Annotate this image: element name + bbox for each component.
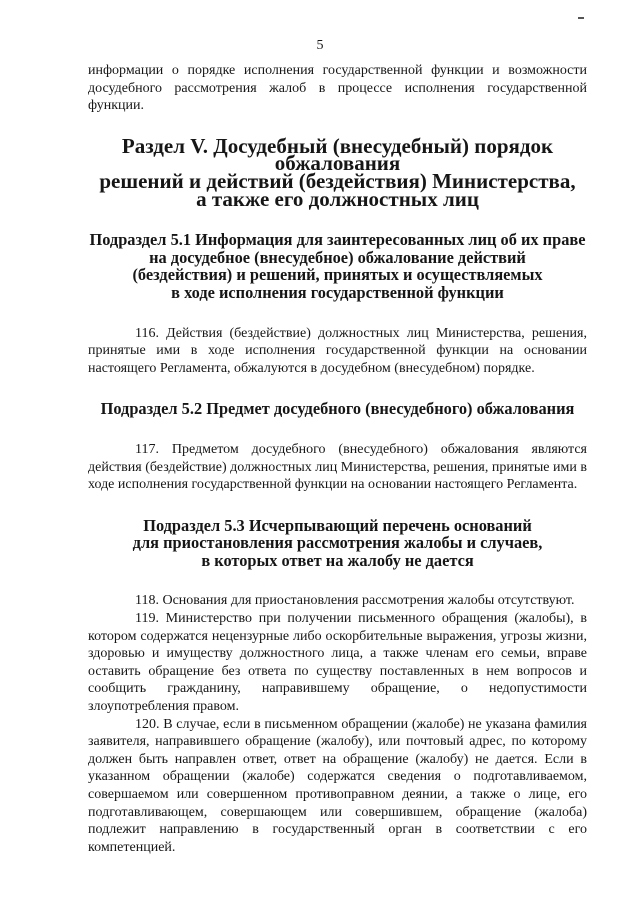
heading-line: в ходе исполнения государственной функции — [171, 282, 504, 302]
paragraph-119: 119. Министерство при получении письменного обращения (жалобы), в котором содержатся нецензурные либо оскорбительные выражения, угрозы жизни, здоровью и имуществу должностного лица, а также членам его семьи, вправе оставить обращение без ответа по существу поставленных в нем вопросов и сообщить гражданину, направившему обращение, о недопустимости злоупотребления правом. — [88, 611, 587, 715]
heading-line: а также его должностных лиц — [196, 186, 479, 211]
heading-line: Раздел V. Досудебный (внесудебный) порядок обжалования — [121, 133, 554, 176]
paragraph-118: 118. Основания для приостановления рассмотрения жалобы отсутствуют. — [135, 593, 575, 609]
paragraph-120: 120. В случае, если в письменном обращении (жалобе) не указана фамилия заявителя, направившего обращение (жалобу), или почтовый адрес, по которому должен быть направлен ответ, ответ на обращение (жалобу) не дается. Если в указанном обращении (жалобе) содержатся сведения о подготавливаемом, совершаемом или совершенном противоправном деянии, а также о лице, его подготавливающем, совершающем или совершившем, обращение (жалоба) подлежит направлению в государственный орган в соответствии с его компетенцией. — [88, 716, 587, 855]
paragraph-intro-continuation: информации о порядке исполнения государственной функции и возможности досудебного рассмотрения жалоб в процессе исполнения государственной функции. — [88, 63, 587, 114]
heading-line: для приостановления рассмотрения жалобы и случаев, — [132, 533, 543, 553]
heading-line: Подраздел 5.3 Исчерпывающий перечень оснований — [143, 515, 532, 535]
heading-line: в которых ответ на жалобу не дается — [201, 550, 474, 570]
heading-line: (бездействия) и решений, принятых и осуществляемых — [132, 265, 543, 285]
heading-line: решений и действий (бездействия) Министерства, — [99, 168, 576, 193]
subsection-heading-5-1 — [88, 231, 587, 301]
document-body — [88, 62, 587, 856]
paragraph-117: 117. Предметом досудебного (внесудебного) обжалования являются действия (бездействие) должностных лиц Министерства, решения, принятые ими в ходе исполнения государственной функции на основании настоящего Регламента. — [88, 441, 587, 493]
heading-line: Подраздел 5.2 Предмет досудебного (внесудебного) обжалования — [100, 399, 575, 419]
subsection-heading-5-2 — [88, 400, 587, 418]
page-number: 5 — [316, 38, 324, 53]
heading-line: на досудебное (внесудебное) обжалование действий — [149, 247, 526, 267]
subsection-heading-5-3 — [88, 517, 587, 570]
scan-mark — [578, 17, 584, 19]
section-heading-5 — [88, 133, 587, 211]
paragraph-116: 116. Действия (бездействие) должностных лиц Министерства, решения, принятые ими в ходе исполнения государственной функции на основании настоящего Регламента, обжалуются в досудебном (внесудебном) порядке. — [88, 325, 587, 376]
heading-line: Подраздел 5.1 Информация для заинтересованных лиц об их праве — [89, 230, 586, 250]
